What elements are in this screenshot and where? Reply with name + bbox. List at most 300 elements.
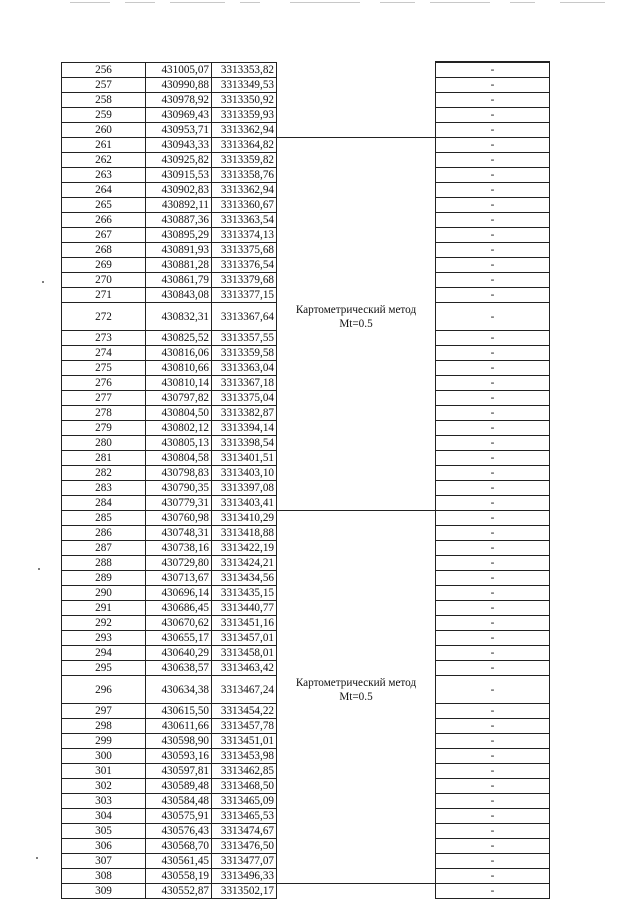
y-coordinate-cell: 3313422,19 (212, 541, 277, 556)
y-coordinate-cell: 3313359,93 (212, 108, 277, 123)
method-cell (277, 288, 436, 303)
scan-speck (36, 857, 38, 859)
point-number-cell: 267 (62, 228, 146, 243)
x-coordinate-cell: 430640,29 (146, 646, 212, 661)
status-cell: - (436, 391, 550, 406)
method-cell (277, 93, 436, 108)
x-coordinate-cell: 430953,71 (146, 123, 212, 138)
status-cell: - (436, 541, 550, 556)
point-number-cell: 282 (62, 466, 146, 481)
status-cell: - (436, 884, 550, 899)
table-row (62, 346, 550, 361)
y-coordinate-cell: 3313477,07 (212, 854, 277, 869)
status-cell: - (436, 646, 550, 661)
y-coordinate-cell: 3313357,55 (212, 331, 277, 346)
method-cell (277, 854, 436, 869)
point-number-cell: 293 (62, 631, 146, 646)
x-coordinate-cell: 430969,43 (146, 108, 212, 123)
status-cell: - (436, 331, 550, 346)
y-coordinate-cell: 3313398,54 (212, 436, 277, 451)
point-number-cell: 280 (62, 436, 146, 451)
method-cell (277, 601, 436, 616)
table-row (62, 661, 550, 676)
y-coordinate-cell: 3313434,56 (212, 571, 277, 586)
status-cell: - (436, 258, 550, 273)
method-cell (277, 884, 436, 899)
x-coordinate-cell: 430561,45 (146, 854, 212, 869)
table-row (62, 93, 550, 108)
table-row (62, 391, 550, 406)
status-cell: - (436, 839, 550, 854)
table-row (62, 556, 550, 571)
x-coordinate-cell: 430891,93 (146, 243, 212, 258)
scan-top-edge (0, 0, 639, 6)
method-cell (277, 391, 436, 406)
y-coordinate-cell: 3313394,14 (212, 421, 277, 436)
point-number-cell: 297 (62, 704, 146, 719)
status-cell: - (436, 824, 550, 839)
point-number-cell: 272 (62, 303, 146, 331)
point-number-cell: 259 (62, 108, 146, 123)
table-row (62, 466, 550, 481)
status-cell: - (436, 794, 550, 809)
table-row (62, 719, 550, 734)
accuracy-label: Mt=0.5 (339, 317, 373, 330)
point-number-cell: 266 (62, 213, 146, 228)
status-cell: - (436, 243, 550, 258)
y-coordinate-cell: 3313362,94 (212, 123, 277, 138)
point-number-cell: 290 (62, 586, 146, 601)
table-row (62, 198, 550, 213)
method-cell (277, 331, 436, 346)
table-row (62, 749, 550, 764)
coordinates-table (61, 61, 550, 899)
y-coordinate-cell: 3313465,09 (212, 794, 277, 809)
status-cell: - (436, 601, 550, 616)
method-cell (277, 586, 436, 601)
point-number-cell: 306 (62, 839, 146, 854)
x-coordinate-cell: 430902,83 (146, 183, 212, 198)
x-coordinate-cell: 430729,80 (146, 556, 212, 571)
y-coordinate-cell: 3313359,82 (212, 153, 277, 168)
method-cell (277, 421, 436, 436)
status-cell: - (436, 451, 550, 466)
point-number-cell: 294 (62, 646, 146, 661)
method-cell (277, 749, 436, 764)
status-cell: - (436, 108, 550, 123)
method-cell (277, 631, 436, 646)
table-row (62, 228, 550, 243)
status-cell: - (436, 303, 550, 331)
x-coordinate-cell: 430861,79 (146, 273, 212, 288)
y-coordinate-cell: 3313353,82 (212, 62, 277, 78)
method-cell (277, 809, 436, 824)
status-cell: - (436, 78, 550, 93)
x-coordinate-cell: 430748,31 (146, 526, 212, 541)
status-cell: - (436, 62, 550, 78)
status-cell: - (436, 586, 550, 601)
scan-speck (42, 281, 44, 283)
method-cell (277, 571, 436, 586)
x-coordinate-cell: 430892,11 (146, 198, 212, 213)
method-cell (277, 183, 436, 198)
status-cell: - (436, 436, 550, 451)
table-row (62, 331, 550, 346)
table-row (62, 451, 550, 466)
y-coordinate-cell: 3313382,87 (212, 406, 277, 421)
table-row (62, 764, 550, 779)
point-number-cell: 281 (62, 451, 146, 466)
x-coordinate-cell: 430611,66 (146, 719, 212, 734)
y-coordinate-cell: 3313465,53 (212, 809, 277, 824)
coordinates-table-body (62, 62, 550, 899)
status-cell: - (436, 228, 550, 243)
point-number-cell: 264 (62, 183, 146, 198)
method-cell (277, 779, 436, 794)
table-row (62, 273, 550, 288)
point-number-cell: 256 (62, 62, 146, 78)
table-row (62, 601, 550, 616)
y-coordinate-cell: 3313435,15 (212, 586, 277, 601)
method-cell (277, 62, 436, 78)
method-cell (277, 258, 436, 273)
x-coordinate-cell: 430887,36 (146, 213, 212, 228)
status-cell: - (436, 809, 550, 824)
x-coordinate-cell: 430584,48 (146, 794, 212, 809)
method-cell (277, 556, 436, 571)
method-cell (277, 764, 436, 779)
status-cell: - (436, 376, 550, 391)
y-coordinate-cell: 3313363,04 (212, 361, 277, 376)
table-row (62, 884, 550, 899)
status-cell: - (436, 198, 550, 213)
y-coordinate-cell: 3313458,01 (212, 646, 277, 661)
x-coordinate-cell: 430990,88 (146, 78, 212, 93)
table-row (62, 869, 550, 884)
x-coordinate-cell: 430805,13 (146, 436, 212, 451)
x-coordinate-cell: 430797,82 (146, 391, 212, 406)
point-number-cell: 273 (62, 331, 146, 346)
method-cell (277, 661, 436, 676)
point-number-cell: 303 (62, 794, 146, 809)
y-coordinate-cell: 3313476,50 (212, 839, 277, 854)
status-cell: - (436, 93, 550, 108)
table-row (62, 421, 550, 436)
y-coordinate-cell: 3313375,04 (212, 391, 277, 406)
x-coordinate-cell: 430843,08 (146, 288, 212, 303)
method-label: Картометрический метод (295, 303, 417, 316)
status-cell: - (436, 854, 550, 869)
y-coordinate-cell: 3313467,24 (212, 676, 277, 704)
method-cell (277, 78, 436, 93)
point-number-cell: 298 (62, 719, 146, 734)
x-coordinate-cell: 430790,35 (146, 481, 212, 496)
x-coordinate-cell: 430558,19 (146, 869, 212, 884)
accuracy-label: Mt=0.5 (339, 690, 373, 703)
status-cell: - (436, 661, 550, 676)
point-number-cell: 286 (62, 526, 146, 541)
y-coordinate-cell: 3313453,98 (212, 749, 277, 764)
table-row (62, 243, 550, 258)
method-cell (277, 228, 436, 243)
method-cell (277, 361, 436, 376)
status-cell: - (436, 138, 550, 153)
point-number-cell: 258 (62, 93, 146, 108)
x-coordinate-cell: 430670,62 (146, 616, 212, 631)
method-cell (277, 719, 436, 734)
method-cell (277, 123, 436, 138)
table-row (62, 809, 550, 824)
status-cell: - (436, 346, 550, 361)
status-cell: - (436, 288, 550, 303)
status-cell: - (436, 511, 550, 526)
method-cell (277, 466, 436, 481)
table-row (62, 376, 550, 391)
method-cell (277, 824, 436, 839)
table-row (62, 676, 550, 704)
table-row (62, 123, 550, 138)
point-number-cell: 288 (62, 556, 146, 571)
status-cell: - (436, 496, 550, 511)
point-number-cell: 269 (62, 258, 146, 273)
status-cell: - (436, 123, 550, 138)
status-cell: - (436, 749, 550, 764)
method-cell (277, 511, 436, 526)
y-coordinate-cell: 3313362,94 (212, 183, 277, 198)
x-coordinate-cell: 430978,92 (146, 93, 212, 108)
x-coordinate-cell: 430810,14 (146, 376, 212, 391)
table-row (62, 616, 550, 631)
x-coordinate-cell: 430598,90 (146, 734, 212, 749)
point-number-cell: 307 (62, 854, 146, 869)
y-coordinate-cell: 3313367,64 (212, 303, 277, 331)
method-cell (277, 138, 436, 153)
x-coordinate-cell: 430655,17 (146, 631, 212, 646)
table-row (62, 734, 550, 749)
status-cell: - (436, 526, 550, 541)
y-coordinate-cell: 3313410,29 (212, 511, 277, 526)
point-number-cell: 301 (62, 764, 146, 779)
method-cell (277, 526, 436, 541)
method-cell (277, 168, 436, 183)
table-row (62, 213, 550, 228)
table-row (62, 646, 550, 661)
status-cell: - (436, 273, 550, 288)
status-cell: - (436, 616, 550, 631)
point-number-cell: 265 (62, 198, 146, 213)
status-cell: - (436, 571, 550, 586)
y-coordinate-cell: 3313401,51 (212, 451, 277, 466)
x-coordinate-cell: 430804,58 (146, 451, 212, 466)
method-cell (277, 346, 436, 361)
table-row (62, 839, 550, 854)
point-number-cell: 291 (62, 601, 146, 616)
method-cell (277, 839, 436, 854)
y-coordinate-cell: 3313474,67 (212, 824, 277, 839)
x-coordinate-cell: 430593,16 (146, 749, 212, 764)
point-number-cell: 271 (62, 288, 146, 303)
point-number-cell: 257 (62, 78, 146, 93)
point-number-cell: 292 (62, 616, 146, 631)
table-row (62, 303, 550, 331)
method-cell (277, 646, 436, 661)
point-number-cell: 289 (62, 571, 146, 586)
y-coordinate-cell: 3313463,42 (212, 661, 277, 676)
status-cell: - (436, 183, 550, 198)
table-row (62, 108, 550, 123)
y-coordinate-cell: 3313403,10 (212, 466, 277, 481)
x-coordinate-cell: 430597,81 (146, 764, 212, 779)
status-cell: - (436, 704, 550, 719)
point-number-cell: 285 (62, 511, 146, 526)
table-row (62, 78, 550, 93)
point-number-cell: 276 (62, 376, 146, 391)
table-row (62, 511, 550, 526)
table-row (62, 406, 550, 421)
method-cell (277, 243, 436, 258)
point-number-cell: 299 (62, 734, 146, 749)
method-cell (277, 676, 436, 704)
y-coordinate-cell: 3313451,16 (212, 616, 277, 631)
y-coordinate-cell: 3313468,50 (212, 779, 277, 794)
table-row (62, 541, 550, 556)
point-number-cell: 263 (62, 168, 146, 183)
x-coordinate-cell: 430810,66 (146, 361, 212, 376)
table-row (62, 62, 550, 78)
x-coordinate-cell: 430615,50 (146, 704, 212, 719)
table-row (62, 794, 550, 809)
method-cell (277, 541, 436, 556)
point-number-cell: 270 (62, 273, 146, 288)
y-coordinate-cell: 3313403,41 (212, 496, 277, 511)
table-row (62, 481, 550, 496)
y-coordinate-cell: 3313367,18 (212, 376, 277, 391)
point-number-cell: 277 (62, 391, 146, 406)
point-number-cell: 278 (62, 406, 146, 421)
scan-speck (38, 568, 40, 570)
y-coordinate-cell: 3313451,01 (212, 734, 277, 749)
table-row (62, 571, 550, 586)
y-coordinate-cell: 3313424,21 (212, 556, 277, 571)
y-coordinate-cell: 3313496,33 (212, 869, 277, 884)
point-number-cell: 287 (62, 541, 146, 556)
y-coordinate-cell: 3313359,58 (212, 346, 277, 361)
method-cell (277, 406, 436, 421)
y-coordinate-cell: 3313454,22 (212, 704, 277, 719)
status-cell: - (436, 421, 550, 436)
method-cell (277, 704, 436, 719)
status-cell: - (436, 631, 550, 646)
status-cell: - (436, 676, 550, 704)
y-coordinate-cell: 3313377,15 (212, 288, 277, 303)
point-number-cell: 302 (62, 779, 146, 794)
y-coordinate-cell: 3313418,88 (212, 526, 277, 541)
status-cell: - (436, 869, 550, 884)
point-number-cell: 296 (62, 676, 146, 704)
x-coordinate-cell: 430589,48 (146, 779, 212, 794)
point-number-cell: 309 (62, 884, 146, 899)
point-number-cell: 308 (62, 869, 146, 884)
x-coordinate-cell: 430575,91 (146, 809, 212, 824)
point-number-cell: 300 (62, 749, 146, 764)
method-cell (277, 198, 436, 213)
x-coordinate-cell: 430686,45 (146, 601, 212, 616)
status-cell: - (436, 556, 550, 571)
point-number-cell: 261 (62, 138, 146, 153)
status-cell: - (436, 734, 550, 749)
status-cell: - (436, 719, 550, 734)
method-label: Картометрический метод (295, 676, 417, 689)
point-number-cell: 275 (62, 361, 146, 376)
y-coordinate-cell: 3313457,78 (212, 719, 277, 734)
table-row (62, 138, 550, 153)
x-coordinate-cell: 430638,57 (146, 661, 212, 676)
y-coordinate-cell: 3313462,85 (212, 764, 277, 779)
x-coordinate-cell: 430738,16 (146, 541, 212, 556)
table-row (62, 704, 550, 719)
point-number-cell: 283 (62, 481, 146, 496)
x-coordinate-cell: 430881,28 (146, 258, 212, 273)
x-coordinate-cell: 430895,29 (146, 228, 212, 243)
table-row (62, 824, 550, 839)
table-row (62, 361, 550, 376)
x-coordinate-cell: 430825,52 (146, 331, 212, 346)
x-coordinate-cell: 430713,67 (146, 571, 212, 586)
status-cell: - (436, 481, 550, 496)
status-cell: - (436, 466, 550, 481)
method-cell (277, 616, 436, 631)
method-cell (277, 869, 436, 884)
point-number-cell: 295 (62, 661, 146, 676)
table-row (62, 183, 550, 198)
point-number-cell: 268 (62, 243, 146, 258)
status-cell: - (436, 779, 550, 794)
table-row (62, 153, 550, 168)
table-row (62, 436, 550, 451)
x-coordinate-cell: 430802,12 (146, 421, 212, 436)
method-cell (277, 481, 436, 496)
table-row (62, 258, 550, 273)
table-row (62, 586, 550, 601)
x-coordinate-cell: 430568,70 (146, 839, 212, 854)
status-cell: - (436, 213, 550, 228)
table-row (62, 496, 550, 511)
table-row (62, 288, 550, 303)
y-coordinate-cell: 3313349,53 (212, 78, 277, 93)
table-row (62, 854, 550, 869)
y-coordinate-cell: 3313358,76 (212, 168, 277, 183)
point-number-cell: 279 (62, 421, 146, 436)
x-coordinate-cell: 430804,50 (146, 406, 212, 421)
x-coordinate-cell: 430760,98 (146, 511, 212, 526)
point-number-cell: 274 (62, 346, 146, 361)
point-number-cell: 262 (62, 153, 146, 168)
x-coordinate-cell: 430915,53 (146, 168, 212, 183)
y-coordinate-cell: 3313379,68 (212, 273, 277, 288)
y-coordinate-cell: 3313502,17 (212, 884, 277, 899)
method-cell (277, 273, 436, 288)
x-coordinate-cell: 430925,82 (146, 153, 212, 168)
status-cell: - (436, 406, 550, 421)
x-coordinate-cell: 430798,83 (146, 466, 212, 481)
method-cell (277, 734, 436, 749)
y-coordinate-cell: 3313363,54 (212, 213, 277, 228)
x-coordinate-cell: 430634,38 (146, 676, 212, 704)
x-coordinate-cell: 430552,87 (146, 884, 212, 899)
method-cell (277, 496, 436, 511)
method-cell (277, 303, 436, 331)
method-cell (277, 436, 436, 451)
